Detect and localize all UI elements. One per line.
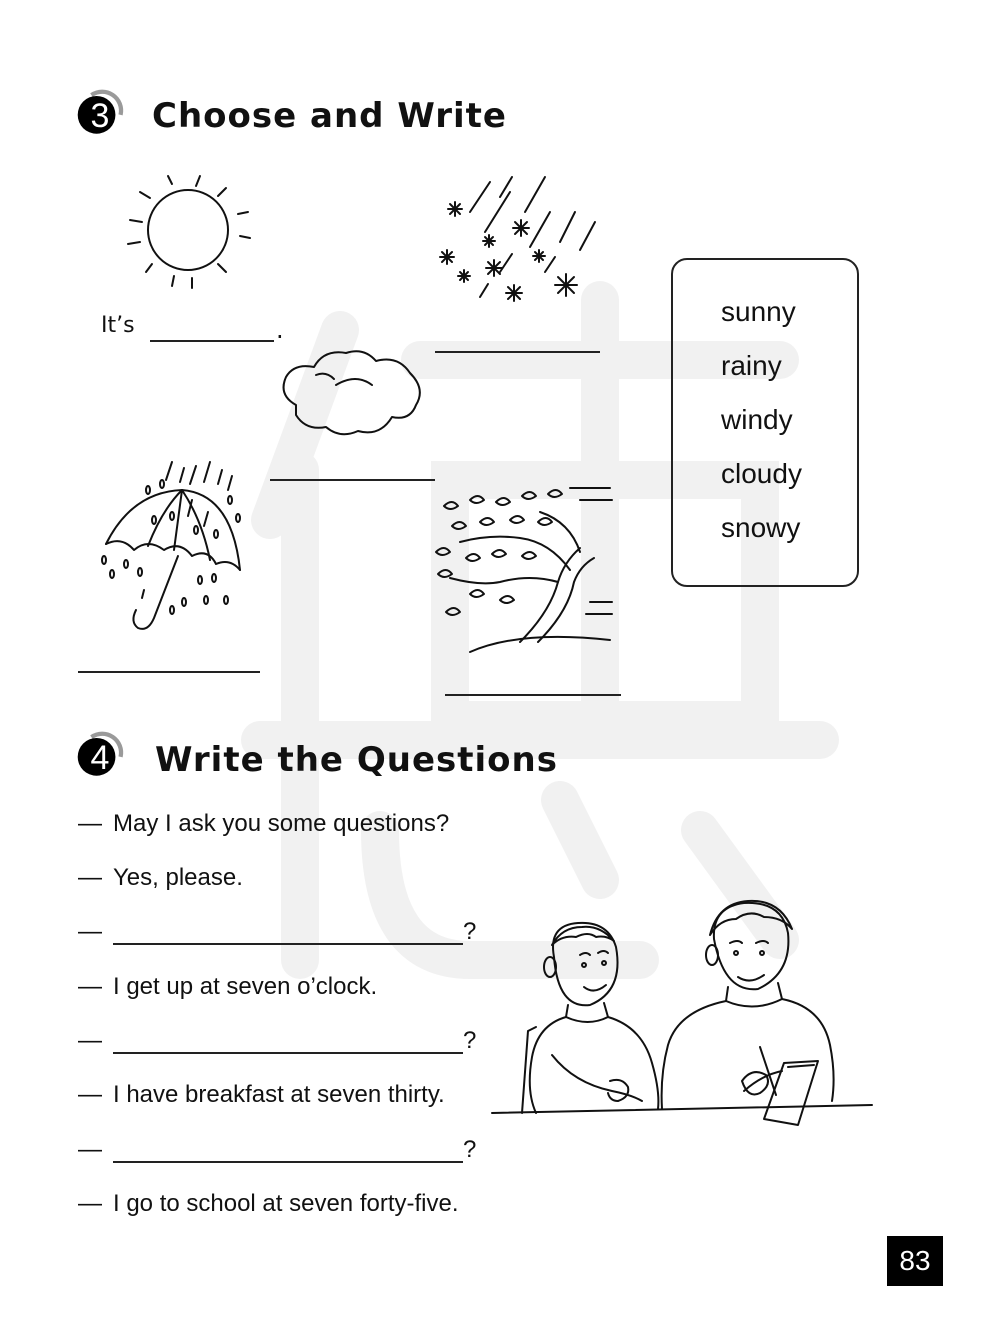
word-bank-item: snowy	[721, 512, 801, 543]
word-bank-item: sunny	[721, 296, 796, 327]
question-blank-1[interactable]	[113, 943, 463, 945]
word-bank-item: cloudy	[721, 458, 802, 489]
question-mark: ?	[463, 1136, 477, 1163]
section-3-number: 3	[90, 97, 110, 135]
dialogue-dash: —	[78, 1027, 102, 1054]
sun-icon	[120, 170, 260, 290]
dialogue-dash: —	[78, 973, 102, 1000]
dialogue-line: May I ask you some questions?	[113, 810, 450, 837]
question-mark: ?	[463, 918, 477, 945]
dialogue-dash: —	[78, 918, 102, 945]
section-3-title: Choose and Write	[152, 96, 507, 136]
dialogue-dash: —	[78, 1136, 102, 1163]
question-mark: ?	[463, 1027, 477, 1054]
section-4-title: Write the Questions	[155, 740, 558, 780]
question-blank-2[interactable]	[113, 1052, 463, 1054]
word-bank	[671, 258, 859, 587]
dialogue-line: Yes, please.	[113, 864, 243, 891]
example-prefix: It’s	[101, 313, 135, 338]
umbrella-rain-icon	[92, 460, 247, 640]
question-blank-3[interactable]	[113, 1161, 463, 1163]
answer-blank-sun[interactable]	[150, 340, 274, 342]
word-bank-item: rainy	[721, 350, 782, 381]
windy-tree-icon	[430, 482, 615, 662]
boy-and-man-illustration	[492, 895, 877, 1130]
page-number: 83	[887, 1236, 943, 1286]
dialogue-dash: —	[78, 864, 102, 891]
dialogue-line: I go to school at seven forty-five.	[113, 1190, 459, 1217]
answer-blank-snow[interactable]	[435, 351, 600, 353]
dialogue-dash: —	[78, 810, 102, 837]
example-suffix: .	[276, 316, 284, 344]
section-4-number: 4	[90, 739, 110, 777]
dialogue-line: I have breakfast at seven thirty.	[113, 1081, 445, 1108]
word-bank-item: windy	[721, 404, 793, 435]
answer-blank-wind[interactable]	[445, 694, 621, 696]
answer-blank-rain[interactable]	[78, 671, 260, 673]
dialogue-dash: —	[78, 1190, 102, 1217]
cloud-icon	[276, 345, 426, 440]
dialogue-dash: —	[78, 1081, 102, 1108]
snow-icon	[430, 172, 600, 307]
answer-blank-cloud[interactable]	[270, 479, 435, 481]
dialogue-line: I get up at seven o’clock.	[113, 973, 378, 1000]
